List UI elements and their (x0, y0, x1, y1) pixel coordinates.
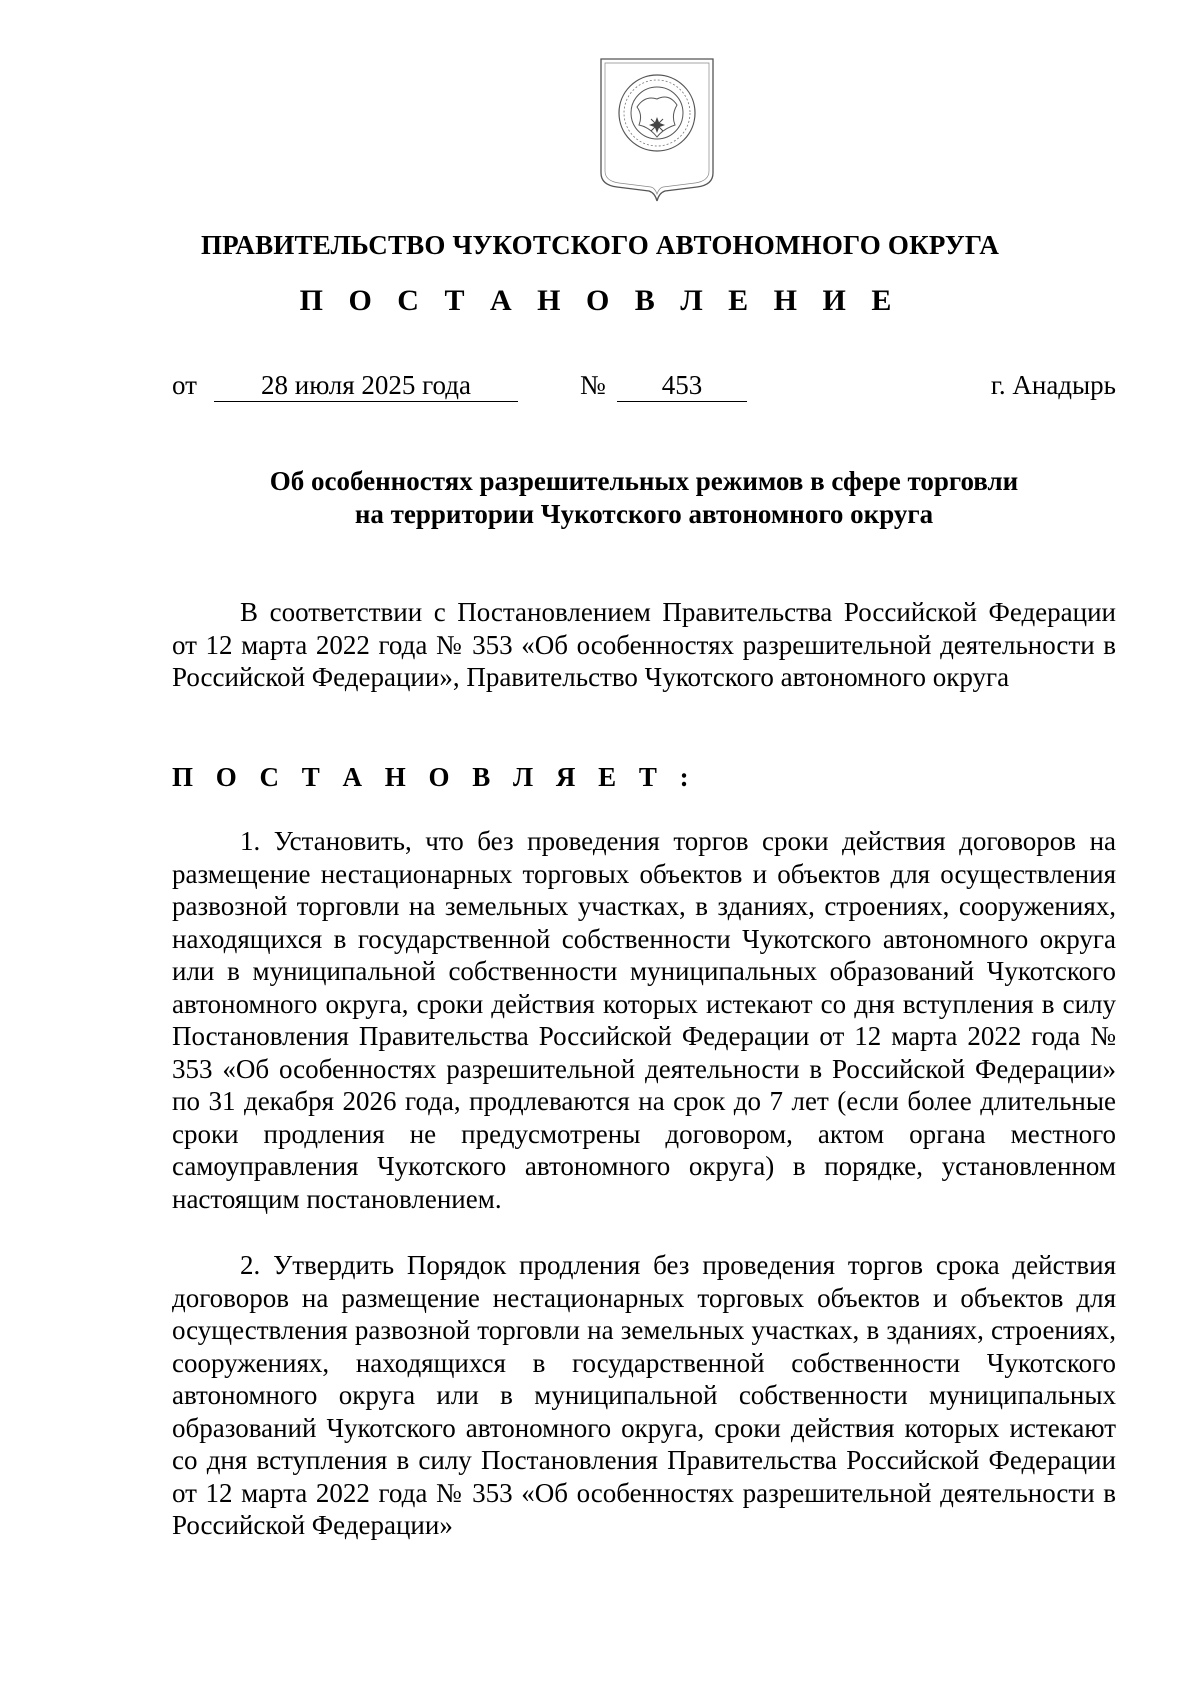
organization-title: ПРАВИТЕЛЬСТВО ЧУКОТСКОГО АВТОНОМНОГО ОКРУГА (200, 230, 1000, 260)
subject-line-2: на территории Чукотского автономного округа (354, 499, 934, 529)
document-date: 28 июля 2025 года (214, 368, 518, 402)
subject-line-1: Об особенностях разрешительных режимов в сфере торговли (269, 466, 1019, 496)
document-meta (172, 368, 1116, 402)
document-city: г. Анадырь (990, 370, 1116, 400)
decree-item-1: 1. Установить, что без проведения торгов сроки действия договоров на размещение нестационарных торговых объектов и объектов для осуществления развозной торговли на земельных участках, в зданиях, строениях, сооружениях, находящихся в государственной собственности Чукотского автономного округа или в муниципальной собственности муниципальных образований Чукотского автономного округа, сроки действия которых истекают со дня вступления в силу Постановления Правительства Российской Федерации от 12 марта 2022 года № 353 «Об особенностях разрешительной деятельности в Российской Федерации» по 31 декабря 2026 года, продлеваются на срок до 7 лет (если более длительные сроки продления не предусмотрены договором, актом органа местного самоуправления Чукотского автономного округа) в порядке, установленном настоящим постановлением. (172, 826, 1116, 1214)
coat-of-arms-icon (597, 55, 717, 205)
document-subject (172, 465, 1116, 531)
date-label: от (172, 370, 197, 400)
decree-heading: П О С Т А Н О В Л Я Е Т : (172, 762, 697, 792)
document-type: П О С Т А Н О В Л Е Н И Е (299, 284, 901, 317)
preamble-paragraph: В соответствии с Постановлением Правительства Российской Федерации от 12 марта 2022 года № 353 «Об особенностях разрешительной деятельности в Российской Федерации», Правительство Чукотского автономного округа (172, 597, 1116, 692)
number-label: № (580, 370, 606, 400)
decree-item-2: 2. Утвердить Порядок продления без проведения торгов срока действия договоров на размещение нестационарных торговых объектов и объектов для осуществления развозной торговли на земельных участках, в зданиях, строениях, сооружениях, находящихся в государственной собственности Чукотского автономного округа или в муниципальной собственности муниципальных образований Чукотского автономного округа, сроки действия которых истекают со дня вступления в силу Постановления Правительства Российской Федерации от 12 марта 2022 года № 353 «Об особенностях разрешительной деятельности в Российской Федерации» (172, 1250, 1116, 1540)
document-number: 453 (617, 368, 747, 402)
